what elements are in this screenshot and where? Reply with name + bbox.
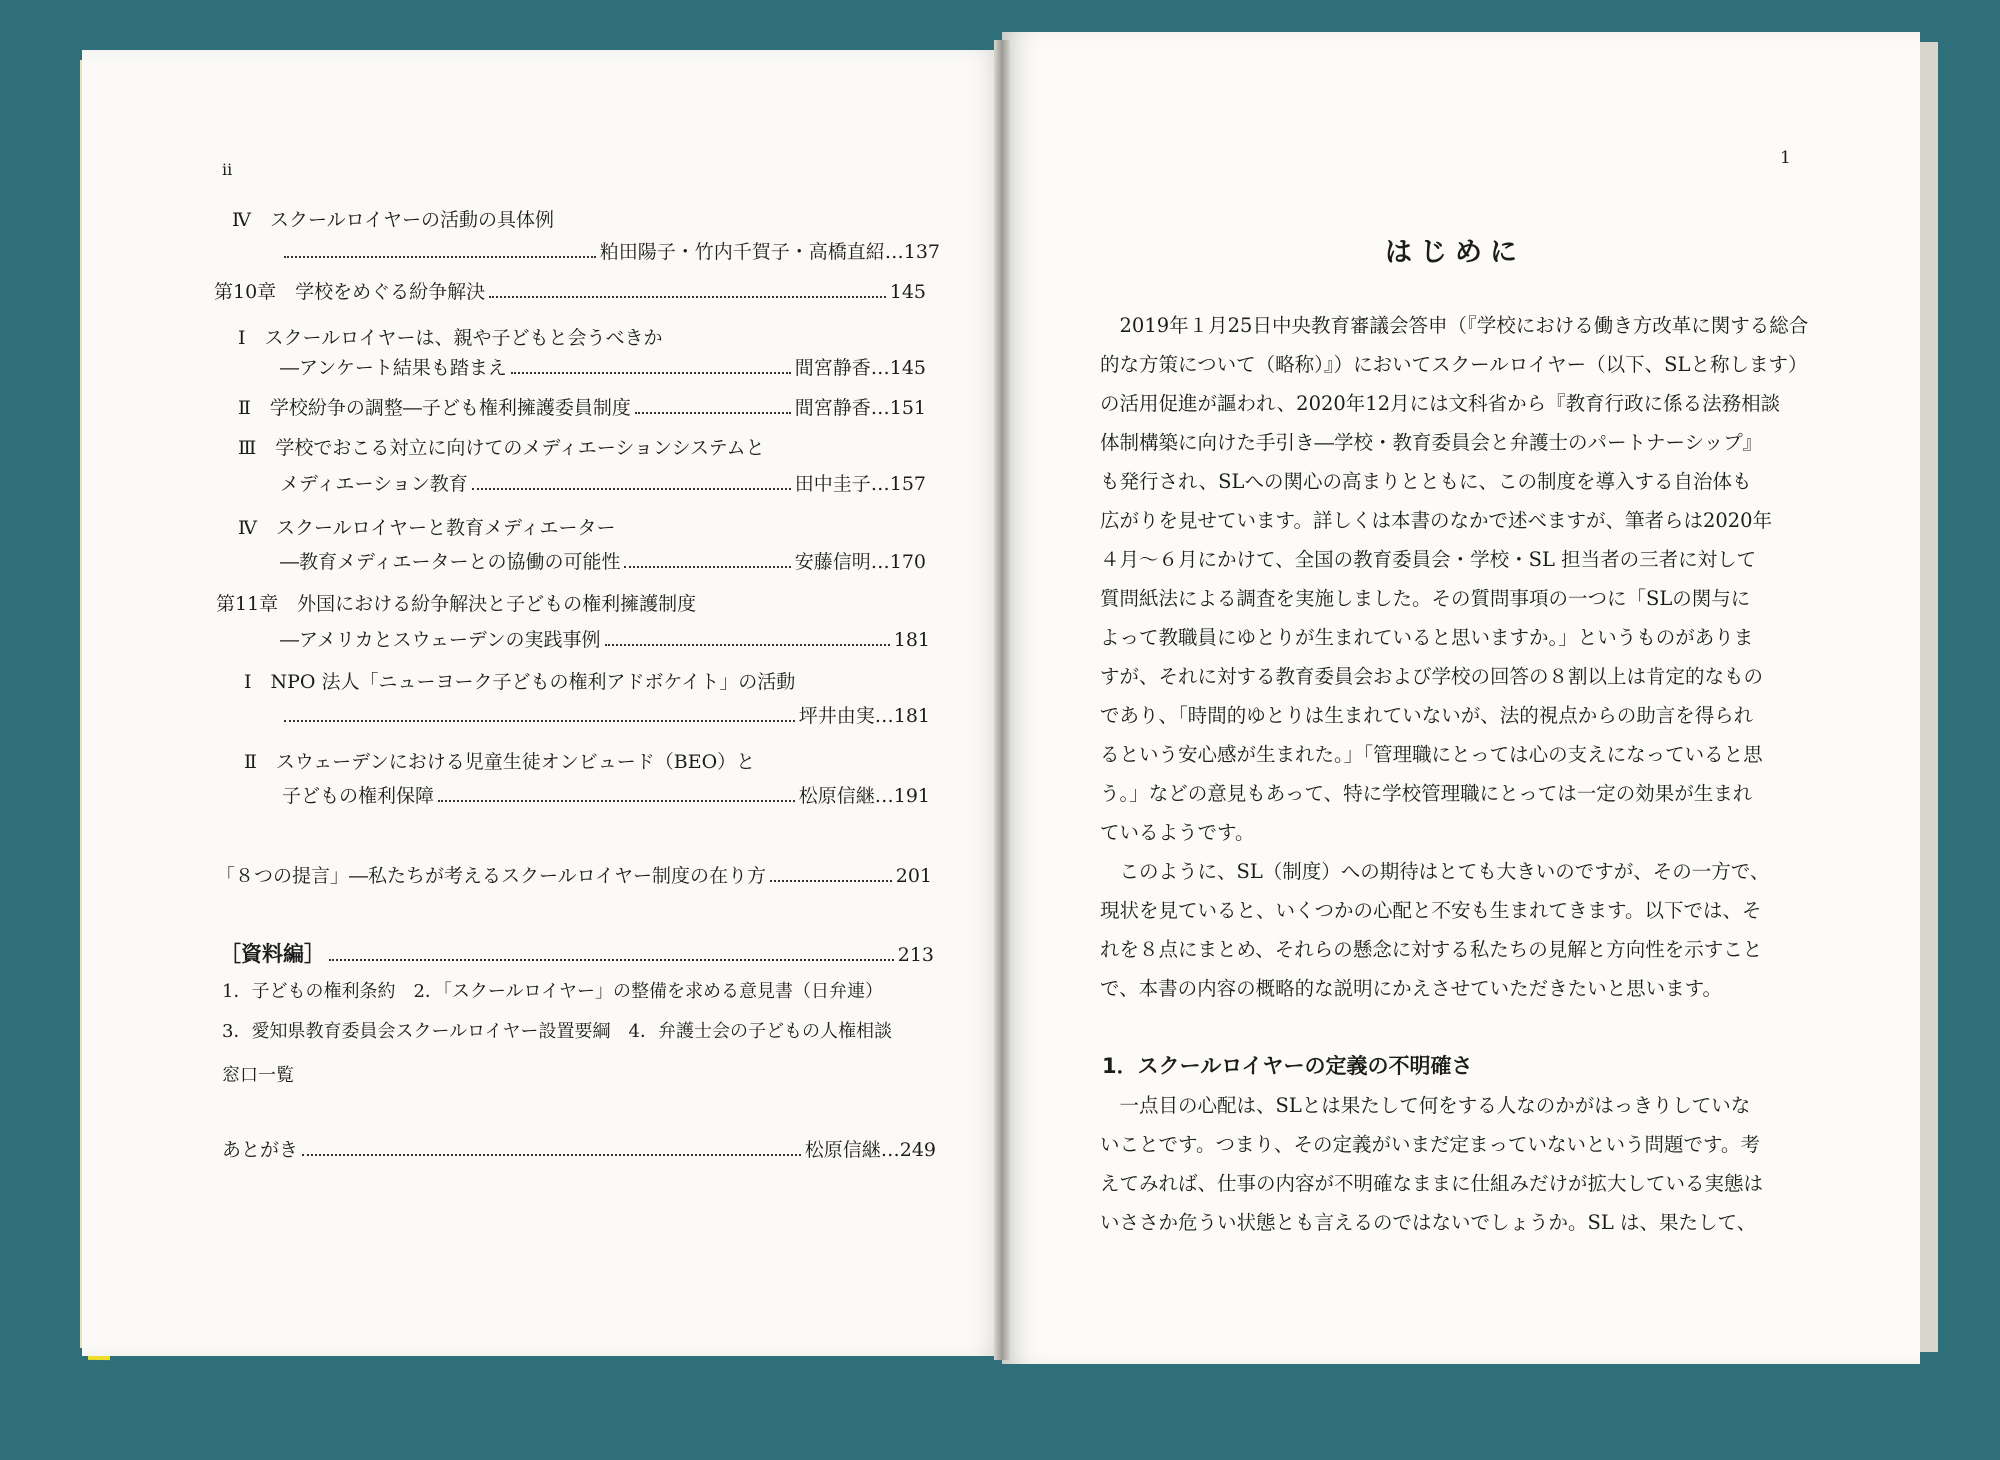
toc-line <box>214 280 926 304</box>
toc-line: Ⅱ 学校紛争の調整―子ども権利擁護委員制度 間宮静香 … 151 <box>238 397 926 419</box>
body-line: ているようです。 <box>1100 821 1255 844</box>
body-paragraph <box>1100 306 1808 1008</box>
body-line: 体制構築に向けた手引き―学校・教育委員会と弁護士のパートナーシップ』 <box>1100 431 1763 454</box>
toc-line: 第11章 外国における紛争解決と子どもの権利擁護制度 <box>216 593 697 615</box>
toc-line: Ⅳ スクールロイヤーと教育メディエーター <box>238 517 616 539</box>
toc-page: 170 <box>889 551 926 573</box>
toc-title: メディエーション教育 <box>280 473 468 495</box>
body-line: 質問紙法による調査を実施しました。その質問事項の一つに「SLの関与に <box>1100 587 1751 610</box>
toc-line: あとがき 松原信継 … 249 <box>222 1139 936 1161</box>
toc-title: 「８つの提言」―私たちが考えるスクールロイヤー制度の在り方 <box>216 865 767 887</box>
toc-authors: 粕田陽子・竹内千賀子・高橋直紹 <box>599 241 885 263</box>
body-paragraph <box>1100 1086 1763 1242</box>
toc-authors: 間宮静香 <box>794 357 871 379</box>
right-folio: 1 <box>1780 148 1791 168</box>
right-page-stack-edge <box>1920 42 1938 1352</box>
toc-line <box>220 942 934 967</box>
body-line: えてみれば、仕事の内容が不明確なままに仕組みだけが拡大している実態は <box>1100 1172 1764 1195</box>
body-line: う。」などの意見もあって、特に学校管理職にとっては一定の効果が生まれ <box>1100 782 1753 805</box>
toc-line: Ⅰ NPO 法人「ニューヨーク子どもの権利アドボケイト」の活動 <box>244 671 796 693</box>
body-line: よって教職員にゆとりが生まれていると思いますか。」というものがありま <box>1100 626 1754 649</box>
page-title: はじめに <box>1385 237 1525 268</box>
toc-title: ―アメリカとスウェーデンの実践事例 <box>280 629 601 651</box>
toc-page: 191 <box>893 785 930 807</box>
toc-line: 粕田陽子・竹内千賀子・高橋直紹 … 137 <box>280 240 940 264</box>
toc-title: あとがき <box>222 1139 299 1161</box>
toc-page: 201 <box>895 865 932 887</box>
toc-title: ―アンケート結果も踏まえ <box>280 357 507 379</box>
toc-title: ―教育メディエーターとの協働の可能性 <box>280 551 621 573</box>
body-line: このように、SL（制度）への期待はとても大きいのですが、その一方で、 <box>1100 860 1770 883</box>
toc-line <box>280 628 930 652</box>
body-line: の活用促進が謳われ、2020年12月には文科省から『教育行政に係る法務相談 <box>1100 392 1781 415</box>
body-line: 一点目の心配は、SLとは果たして何をする人なのかがはっきりしていな <box>1100 1094 1751 1117</box>
toc-line: 窓口一覧 <box>222 1065 294 1086</box>
body-line: いことです。つまり、その定義がいまだ定まっていないという問題です。考 <box>1100 1133 1760 1156</box>
toc-page: 151 <box>889 397 926 419</box>
toc-line: ―アンケート結果も踏まえ 間宮静香 … 145 <box>280 357 926 379</box>
book-gutter <box>994 40 1010 1360</box>
toc-line: Ⅲ 学校でおこる対立に向けてのメディエーションシステムと <box>238 437 765 459</box>
toc-line: 子どもの権利保障 松原信継 … 191 <box>282 785 930 807</box>
toc-page: 181 <box>893 705 930 727</box>
toc-page: 145 <box>889 357 926 379</box>
body-line: であり、「時間的ゆとりは生まれていないが、法的視点からの助言を得られ <box>1100 704 1754 727</box>
body-line: るという安心感が生まれた。」「管理職にとっては心の支えになっていると思 <box>1100 743 1763 766</box>
toc-line: Ⅱ スウェーデンにおける児童生徒オンビュード（BEO）と <box>244 751 756 773</box>
toc-page: 137 <box>903 241 940 263</box>
body-line: 的な方策について（略称）』）においてスクールロイヤー（以下、SLと称します） <box>1100 353 1808 376</box>
body-line: いささか危うい状態とも言えるのではないでしょうか。SL は、果たして、 <box>1100 1211 1757 1234</box>
toc-line: Ⅳ スクールロイヤーの活動の具体例 <box>232 209 555 231</box>
toc-line: 坪井由実 … 181 <box>280 704 930 728</box>
toc-authors: 安藤信明 <box>794 551 871 573</box>
toc-title: Ⅱ 学校紛争の調整―子ども権利擁護委員制度 <box>238 397 631 419</box>
body-line: 広がりを見せています。詳しくは本書のなかで述べますが、筆者らは2020年 <box>1100 509 1773 532</box>
toc-page: 157 <box>889 473 926 495</box>
toc-authors: 坪井由実 <box>798 705 875 727</box>
toc-page: 145 <box>889 281 926 303</box>
toc-line: 1．子どもの権利条約 2．「スクールロイヤー」の整備を求める意見書（日弁連） <box>222 981 884 1002</box>
toc-authors: 松原信継 <box>798 785 875 807</box>
toc-authors: 間宮静香 <box>794 397 871 419</box>
toc-line: ―教育メディエーターとの協働の可能性 安藤信明 … 170 <box>280 551 926 573</box>
toc-authors: 田中圭子 <box>794 473 871 495</box>
toc-line: メディエーション教育 田中圭子 … 157 <box>280 473 926 495</box>
body-line: ４月～６月にかけて、全国の教育委員会・学校・SL 担当者の三者に対して <box>1100 548 1757 571</box>
toc-line: Ⅰ スクールロイヤーは、親や子どもと会うべきか <box>238 327 663 349</box>
toc-line <box>216 864 932 888</box>
toc-authors: 松原信継 <box>804 1139 881 1161</box>
body-line: も発行され、SLへの関心の高まりとともに、この制度を導入する自治体も <box>1100 470 1752 493</box>
toc-page: 249 <box>899 1139 936 1161</box>
toc-section-label: ［資料編］ <box>220 941 325 966</box>
toc-line: 3．愛知県教育委員会スクールロイヤー設置要綱 4．弁護士会の子どもの人権相談 <box>222 1021 893 1042</box>
body-line: 現状を見ていると、いくつかの心配と不安も生まれてきます。以下では、そ <box>1100 899 1762 922</box>
left-folio: ii <box>222 160 233 179</box>
toc-title: 第10章 学校をめぐる紛争解決 <box>214 281 486 303</box>
toc-title: 子どもの権利保障 <box>282 785 435 807</box>
body-line: 2019年１月25日中央教育審議会答申（『学校における働き方改革に関する総合 <box>1100 314 1809 337</box>
toc-page: 213 <box>897 944 934 966</box>
body-line: すが、それに対する教育委員会および学校の回答の８割以上は肯定的なもの <box>1100 665 1764 688</box>
toc-page: 181 <box>893 629 930 651</box>
body-line: で、本書の内容の概略的な説明にかえさせていただきたいと思います。 <box>1100 977 1723 1000</box>
section-heading: 1．スクールロイヤーの定義の不明確さ <box>1102 1054 1473 1078</box>
body-line: れを８点にまとめ、それらの懸念に対する私たちの見解と方向性を示すこと <box>1100 938 1763 961</box>
